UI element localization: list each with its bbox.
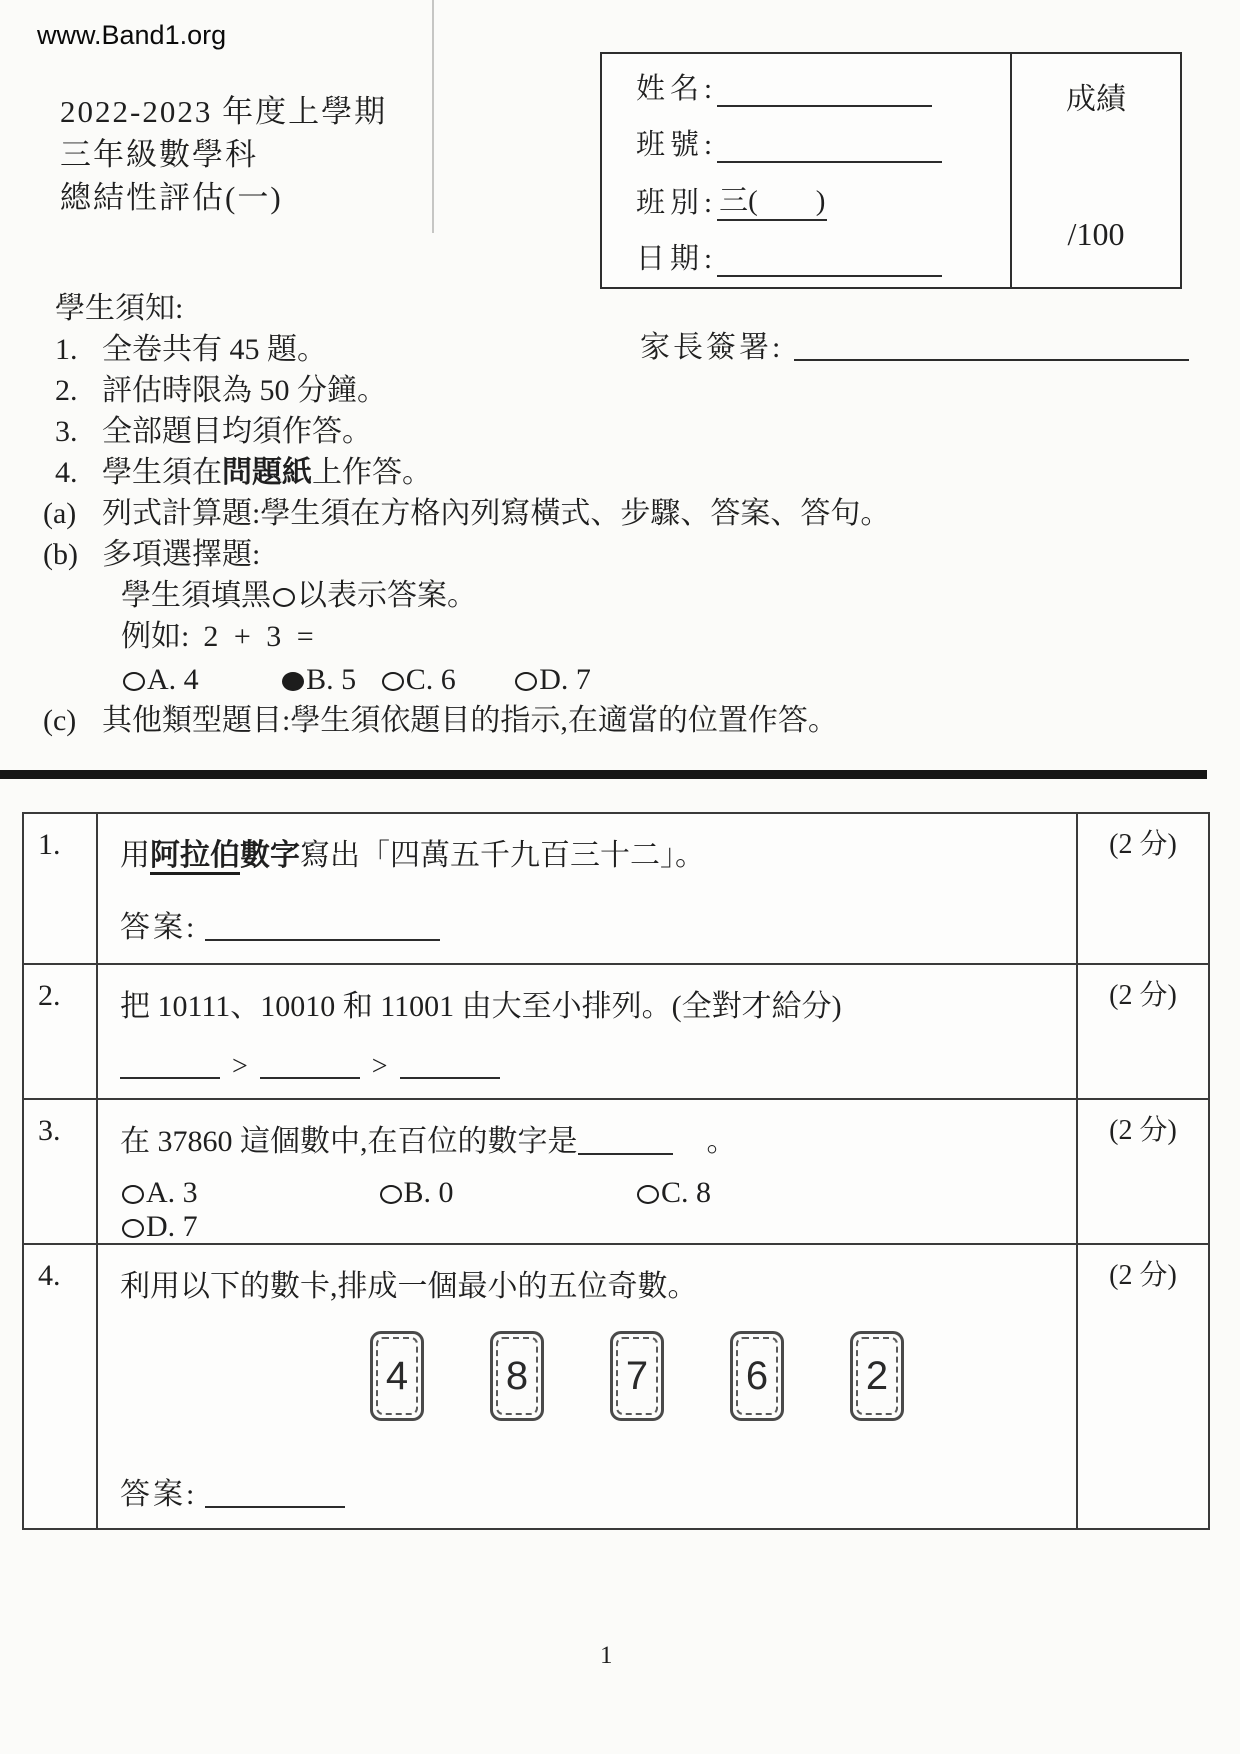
date-row [636, 236, 1010, 277]
note-item: 4. 學生須在問題紙上作答。 [55, 456, 432, 489]
option-circle-icon [382, 672, 404, 691]
exam-title [60, 90, 387, 219]
number-cards-row [370, 1331, 1066, 1421]
question-text: 利用以下的數卡,排成一個最小的五位奇數。 [120, 1270, 698, 1303]
question-text: 把 10111、10010 和 11001 由大至小排列。(全對才給分) [120, 990, 842, 1023]
class-no-label: 班號: [636, 129, 718, 161]
option-circle-icon [122, 1185, 144, 1204]
option-circle-icon [515, 672, 537, 691]
score-denominator: /100 [1067, 216, 1125, 252]
ordering-blank [260, 1051, 360, 1079]
name-blank [717, 79, 932, 107]
student-info-box [600, 52, 1182, 289]
parent-sign-label: 家長簽署: [640, 331, 784, 364]
questions-table [22, 812, 1210, 1530]
option-c: C. 8 [635, 1176, 885, 1210]
class-label: 班別: [636, 187, 718, 219]
answer-label: 答案: [120, 911, 198, 944]
notes-heading: 學生須知: [55, 292, 184, 325]
ordering-blank [400, 1051, 500, 1079]
example-option-c: C. 6 [380, 659, 456, 700]
greater-than-symbol: > [232, 1051, 248, 1082]
section-divider [0, 770, 1207, 779]
question-number: 3. [24, 1100, 98, 1243]
marks-label: (2 分) [1076, 1245, 1208, 1528]
inline-answer-blank [578, 1127, 673, 1155]
number-card: 2 [850, 1331, 904, 1421]
option-circle-icon [122, 1219, 144, 1238]
question-content [98, 1245, 1076, 1528]
title-line-year: 2022-2023 年度上學期 [60, 94, 388, 129]
option-a: A. 3 [120, 1176, 370, 1210]
option-circle-icon [637, 1185, 659, 1204]
score-box [1010, 54, 1180, 287]
option-b: B. 0 [378, 1176, 628, 1210]
question-row-4 [24, 1245, 1208, 1528]
example-row [121, 616, 1215, 657]
class-row [636, 178, 1010, 221]
answer-row [120, 1469, 1066, 1513]
date-label: 日期: [636, 243, 718, 275]
question-number: 2. [24, 965, 98, 1098]
question-content [98, 1100, 1076, 1243]
option-circle-icon [123, 672, 145, 691]
question-text: 在 37860 這個數中,在百位的數字是 。 [120, 1125, 737, 1158]
scan-artifact-line [432, 0, 434, 233]
student-notes [43, 288, 1215, 741]
example-option-d: D. 7 [513, 659, 591, 700]
example-options-row [121, 659, 1215, 700]
answer-row [120, 902, 1066, 946]
ordering-blanks-row [120, 1049, 1066, 1083]
example-option-a: A. 4 [121, 659, 199, 700]
mc-options-row [120, 1176, 1066, 1243]
note-sub-item-b: (b) 多項選擇題: [43, 538, 261, 571]
example-expression: 2 + 3 = [203, 620, 318, 653]
example-label: 例如: [121, 620, 190, 653]
answer-blank [205, 1480, 345, 1508]
class-value: 三( ) [717, 178, 827, 221]
answer-blank [205, 913, 440, 941]
question-number: 1. [24, 814, 98, 963]
name-label: 姓名: [636, 73, 718, 105]
mc-fill-note: 學生須填黑 以表示答案。 [121, 579, 477, 612]
number-card: 4 [370, 1331, 424, 1421]
note-sub-item-a: (a) 列式計算題:學生須在方格內列寫橫式、步驟、答案、答句。 [43, 497, 891, 530]
number-card: 7 [610, 1331, 664, 1421]
note-item: 1. 全卷共有 45 題。 [55, 333, 327, 366]
name-row [636, 66, 1010, 107]
question-number: 4. [24, 1245, 98, 1528]
marks-label: (2 分) [1076, 1100, 1208, 1243]
note-item: 3. 全部題目均須作答。 [55, 415, 372, 448]
greater-than-symbol: > [371, 1051, 388, 1082]
note-sub-item-c: (c) 其他類型題目:學生須依題目的指示,在適當的位置作答。 [43, 704, 838, 737]
score-label: 成績 [1066, 83, 1126, 116]
watermark: www.Band1.org [37, 20, 227, 50]
option-circle-icon [380, 1185, 402, 1204]
question-text: 用阿拉伯數字寫出「四萬五千九百三十二」。 [120, 830, 1066, 874]
student-fields [602, 54, 1010, 287]
marks-label: (2 分) [1076, 814, 1208, 963]
question-content [98, 814, 1076, 963]
number-card: 6 [730, 1331, 784, 1421]
ordering-blank [120, 1051, 220, 1079]
question-content [98, 965, 1076, 1098]
example-option-b: B. 5 [280, 659, 356, 700]
class-no-blank [717, 135, 942, 163]
date-blank [717, 249, 942, 277]
question-row-3 [24, 1100, 1208, 1245]
title-line-exam: 總結性評估(一) [60, 180, 283, 215]
number-card: 8 [490, 1331, 544, 1421]
filled-option-circle-icon [282, 672, 304, 691]
marks-label: (2 分) [1076, 965, 1208, 1098]
empty-circle-icon [273, 588, 295, 607]
title-line-grade: 三年級數學科 [60, 137, 258, 172]
question-row-2 [24, 965, 1208, 1100]
page-number: 1 [600, 1642, 613, 1669]
class-no-row [636, 122, 1010, 163]
answer-label: 答案: [120, 1478, 198, 1511]
question-row-1 [24, 814, 1208, 965]
option-d: D. 7 [120, 1210, 370, 1243]
note-item: 2. 評估時限為 50 分鐘。 [55, 374, 387, 407]
